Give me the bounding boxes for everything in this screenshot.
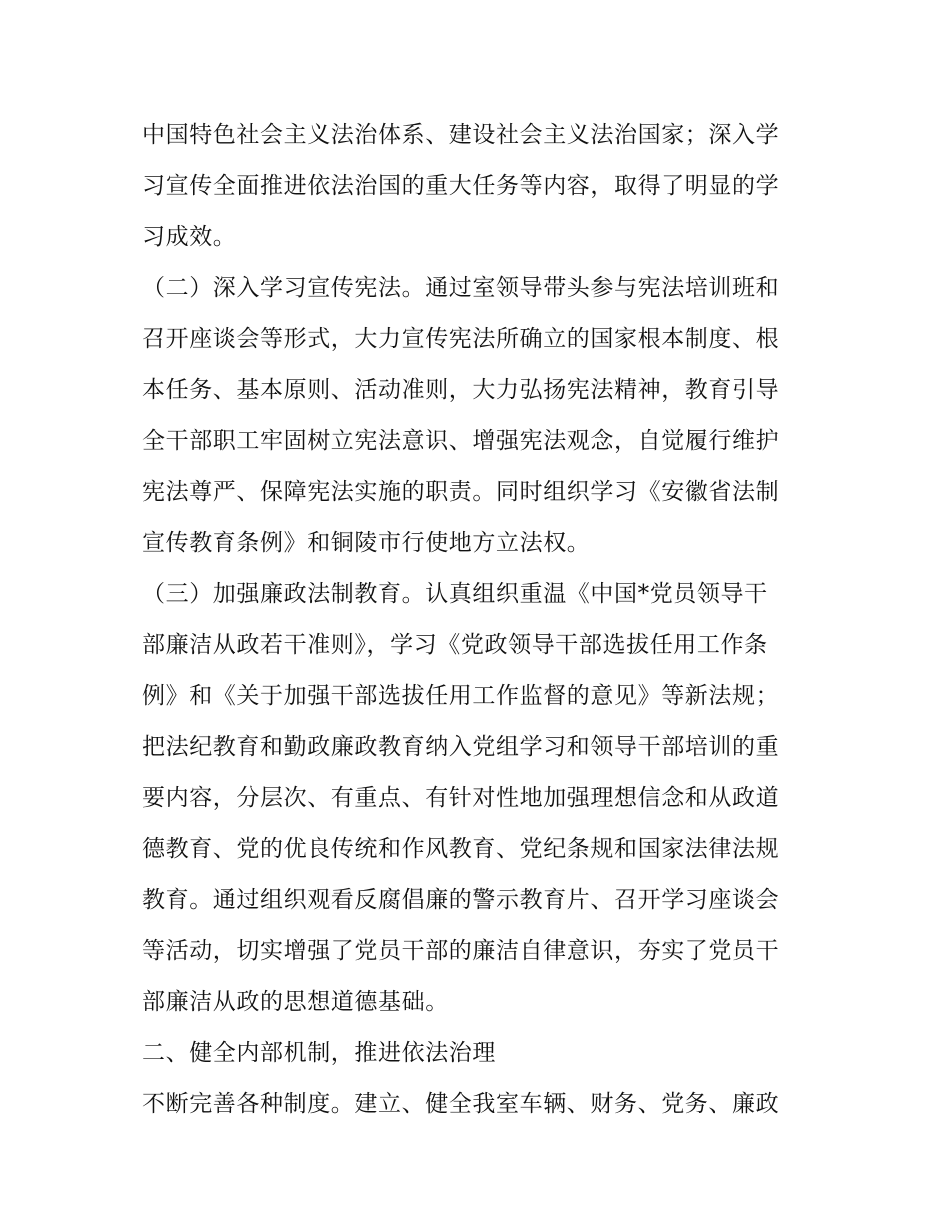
text-line-13: 把法纪教育和勤政廉政教育纳入党组学习和领导干部培训的重 [142, 734, 780, 760]
text-line-18: 部廉洁从政的思想道德基础。 [142, 989, 449, 1015]
section-heading: 二、健全内部机制，推进依法治理 [142, 1040, 496, 1066]
text-line-4: （二）深入学习宣传宪法。通过室领导带头参与宪法培训班和 [142, 275, 780, 301]
text-line-14: 要内容，分层次、有重点、有针对性地加强理想信念和从政道 [142, 785, 780, 811]
text-line-6: 本任务、基本原则、活动准则，大力弘扬宪法精神，教育引导 [142, 377, 780, 403]
text-line-7: 全干部职工牢固树立宪法意识、增强宪法观念，自觉履行维护 [142, 428, 780, 454]
text-line-8: 宪法尊严、保障宪法实施的职责。同时组织学习《安徽省法制 [142, 479, 780, 505]
text-line-1: 中国特色社会主义法治体系、建设社会主义法治国家；深入学 [142, 122, 780, 148]
text-line-3: 习成效。 [142, 224, 237, 250]
text-line-15: 德教育、党的优良传统和作风教育、党纪条规和国家法律法规 [142, 836, 780, 862]
text-line-2: 习宣传全面推进依法治国的重大任务等内容，取得了明显的学 [142, 173, 780, 199]
text-line-17: 等活动，切实增强了党员干部的廉洁自律意识，夯实了党员干 [142, 938, 780, 964]
document-body [142, 110, 812, 1130]
text-line-5: 召开座谈会等形式，大力宣传宪法所确立的国家根本制度、根 [142, 326, 780, 352]
text-line-20: 不断完善各种制度。建立、健全我室车辆、财务、党务、廉政 [142, 1091, 780, 1117]
text-line-9: 宣传教育条例》和铜陵市行使地方立法权。 [142, 530, 591, 556]
text-line-12: 例》和《关于加强干部选拔任用工作监督的意见》等新法规； [142, 683, 780, 709]
text-line-10: （三）加强廉政法制教育。认真组织重温《中国*党员领导干 [142, 581, 768, 607]
text-line-16: 教育。通过组织观看反腐倡廉的警示教育片、召开学习座谈会 [142, 887, 780, 913]
text-line-11: 部廉洁从政若干准则》，学习《党政领导干部选拔任用工作条 [142, 632, 768, 658]
